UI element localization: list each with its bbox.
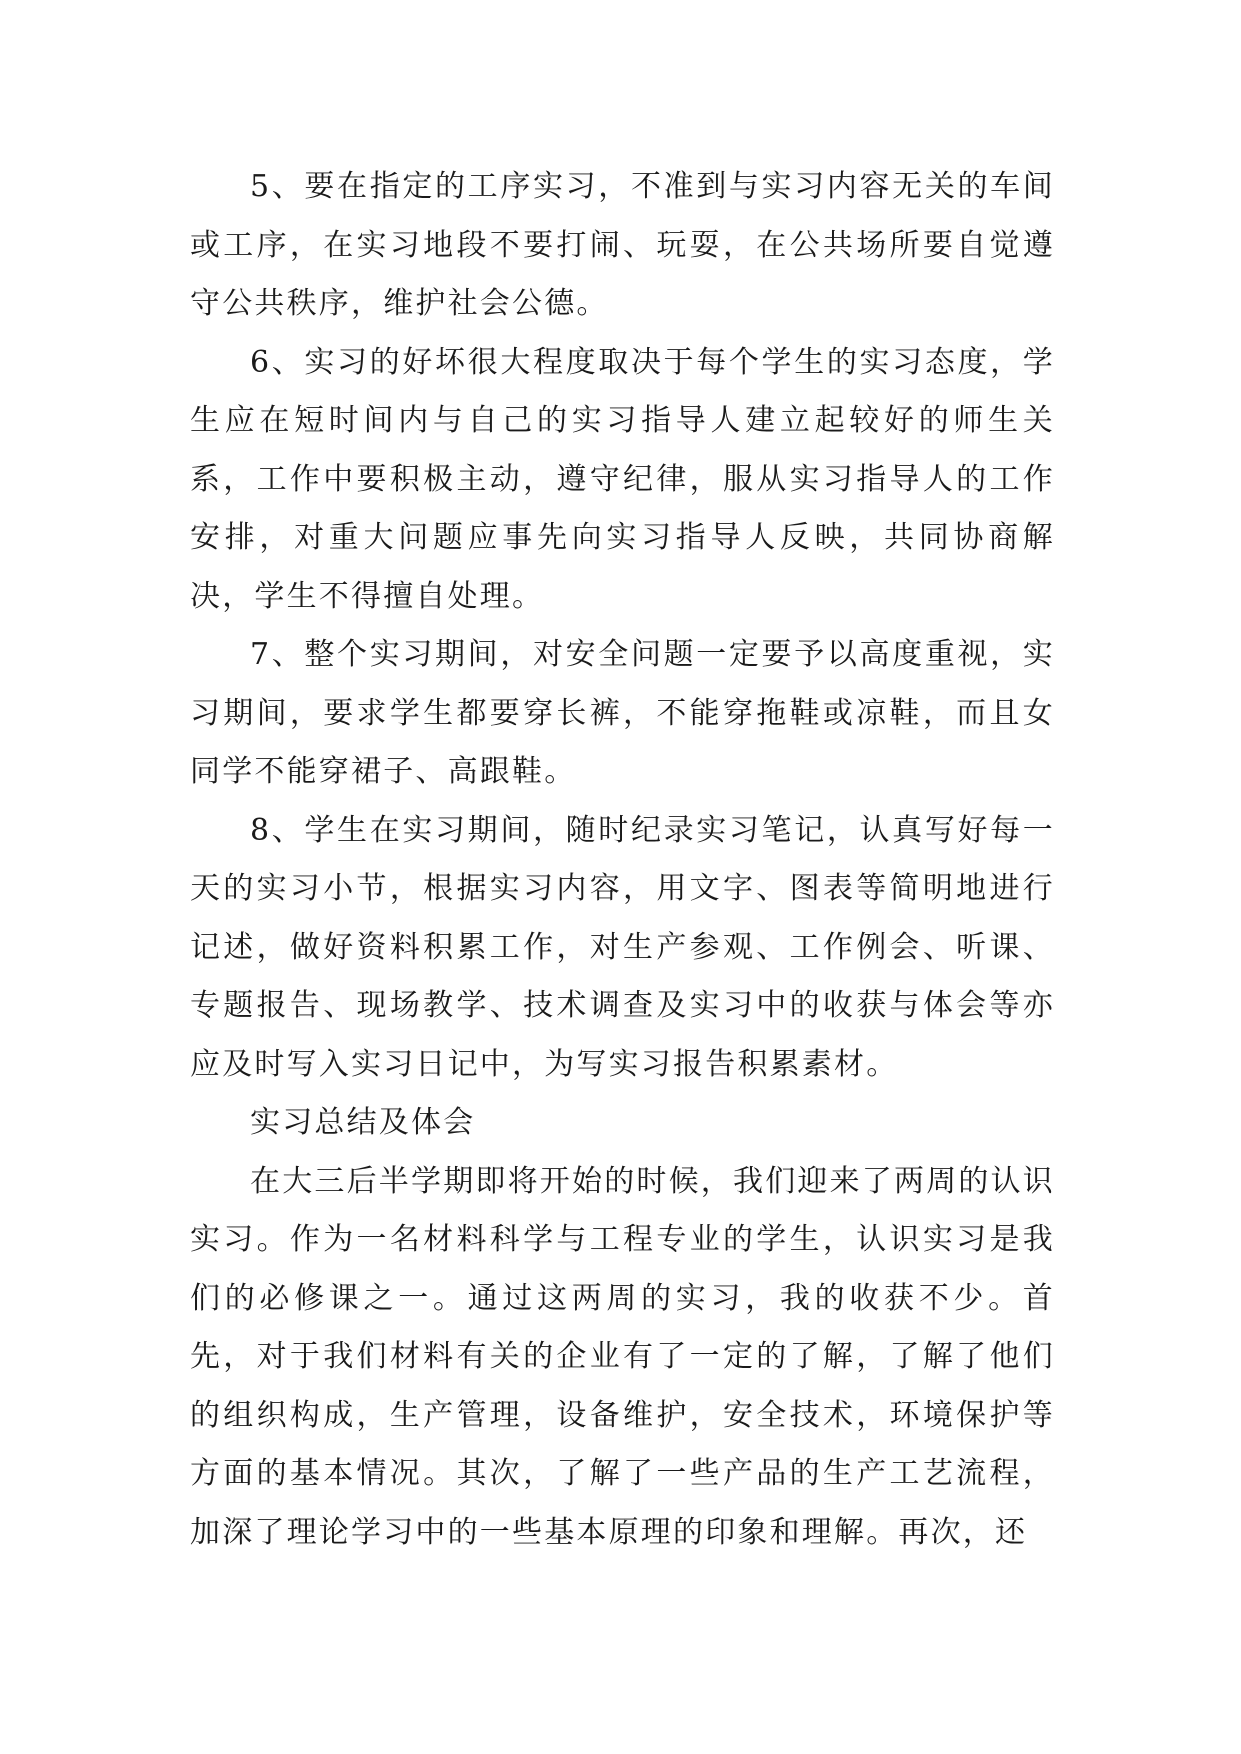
paragraph-summary: 在大三后半学期即将开始的时候，我们迎来了两周的认识实习。作为一名材料科学与工程专业的学生，认识实习是我们的必修课之一。通过这两周的实习，我的收获不少。首先，对于我们材料有关的企业有了一定的了解，了解了他们的组织构成，生产管理，设备维护，安全技术，环境保护等方面的基本情况。其次，了解了一些产品的生产工艺流程，加深了理论学习中的一些基本原理的印象和理解。再次，还 [190, 1163, 1055, 1550]
paragraph-rule-5: 5、要在指定的工序实习，不准到与实习内容无关的车间或工序，在实习地段不要打闹、玩耍，在公共场所要自觉遵守公共秩序，维护社会公德。 [190, 169, 1055, 321]
paragraph-rule-8: 8、学生在实习期间，随时纪录实习笔记，认真写好每一天的实习小节，根据实习内容，用文字、图表等简明地进行记述，做好资料积累工作，对生产参观、工作例会、听课、专题报告、现场教学、技术调查及实习中的收获与体会等亦应及时写入实习日记中，为写实习报告积累素材。 [190, 812, 1055, 1082]
paragraph-rule-6: 6、实习的好坏很大程度取决于每个学生的实习态度，学生应在短时间内与自己的实习指导人建立起较好的师生关系，工作中要积极主动，遵守纪律，服从实习指导人的工作安排，对重大问题应事先向实习指导人反映，共同协商解决，学生不得擅自处理。 [190, 344, 1055, 614]
paragraph-rule-7: 7、整个实习期间，对安全问题一定要予以高度重视，实习期间，要求学生都要穿长裤，不能穿拖鞋或凉鞋，而且女同学不能穿裙子、高跟鞋。 [190, 637, 1055, 789]
section-heading: 实习总结及体会 [250, 1105, 476, 1140]
document-body [190, 158, 1055, 1562]
